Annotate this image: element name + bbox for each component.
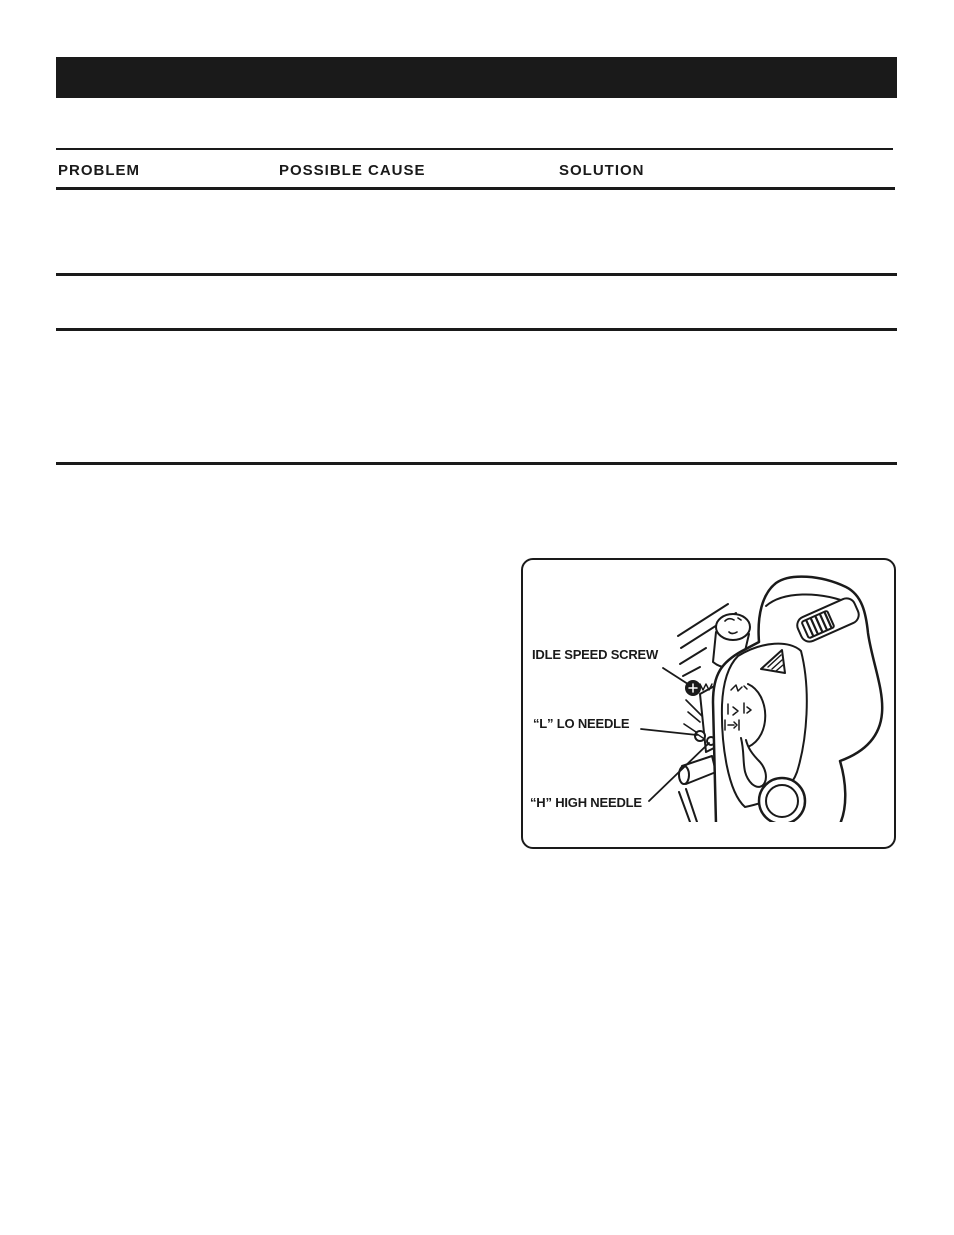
callout-lo-needle: “L” LO NEEDLE [533,716,630,731]
column-header-problem: PROBLEM [58,162,140,179]
air-filter-cap [716,614,750,640]
callout-idle-speed-screw: IDLE SPEED SCREW [532,647,659,662]
table-top-rule [56,148,893,150]
idle-speed-screw-leader [663,668,691,686]
table-header-rule [56,187,895,190]
lo-needle-leader [641,729,697,735]
column-header-possible-cause: POSSIBLE CAUSE [279,162,426,179]
carburetor-bracket [684,700,702,732]
engine-base-line [679,789,697,822]
row-divider [56,462,897,465]
engine-frame-line [680,648,706,664]
fuel-tube-end [679,766,689,784]
section-header-bar [56,57,897,98]
column-header-solution: SOLUTION [559,162,645,179]
row-divider [56,273,897,276]
engine-frame-line [683,667,700,676]
row-divider [56,328,897,331]
idle-screw-spring [700,684,712,690]
callout-high-needle: “H” HIGH NEEDLE [530,795,642,810]
